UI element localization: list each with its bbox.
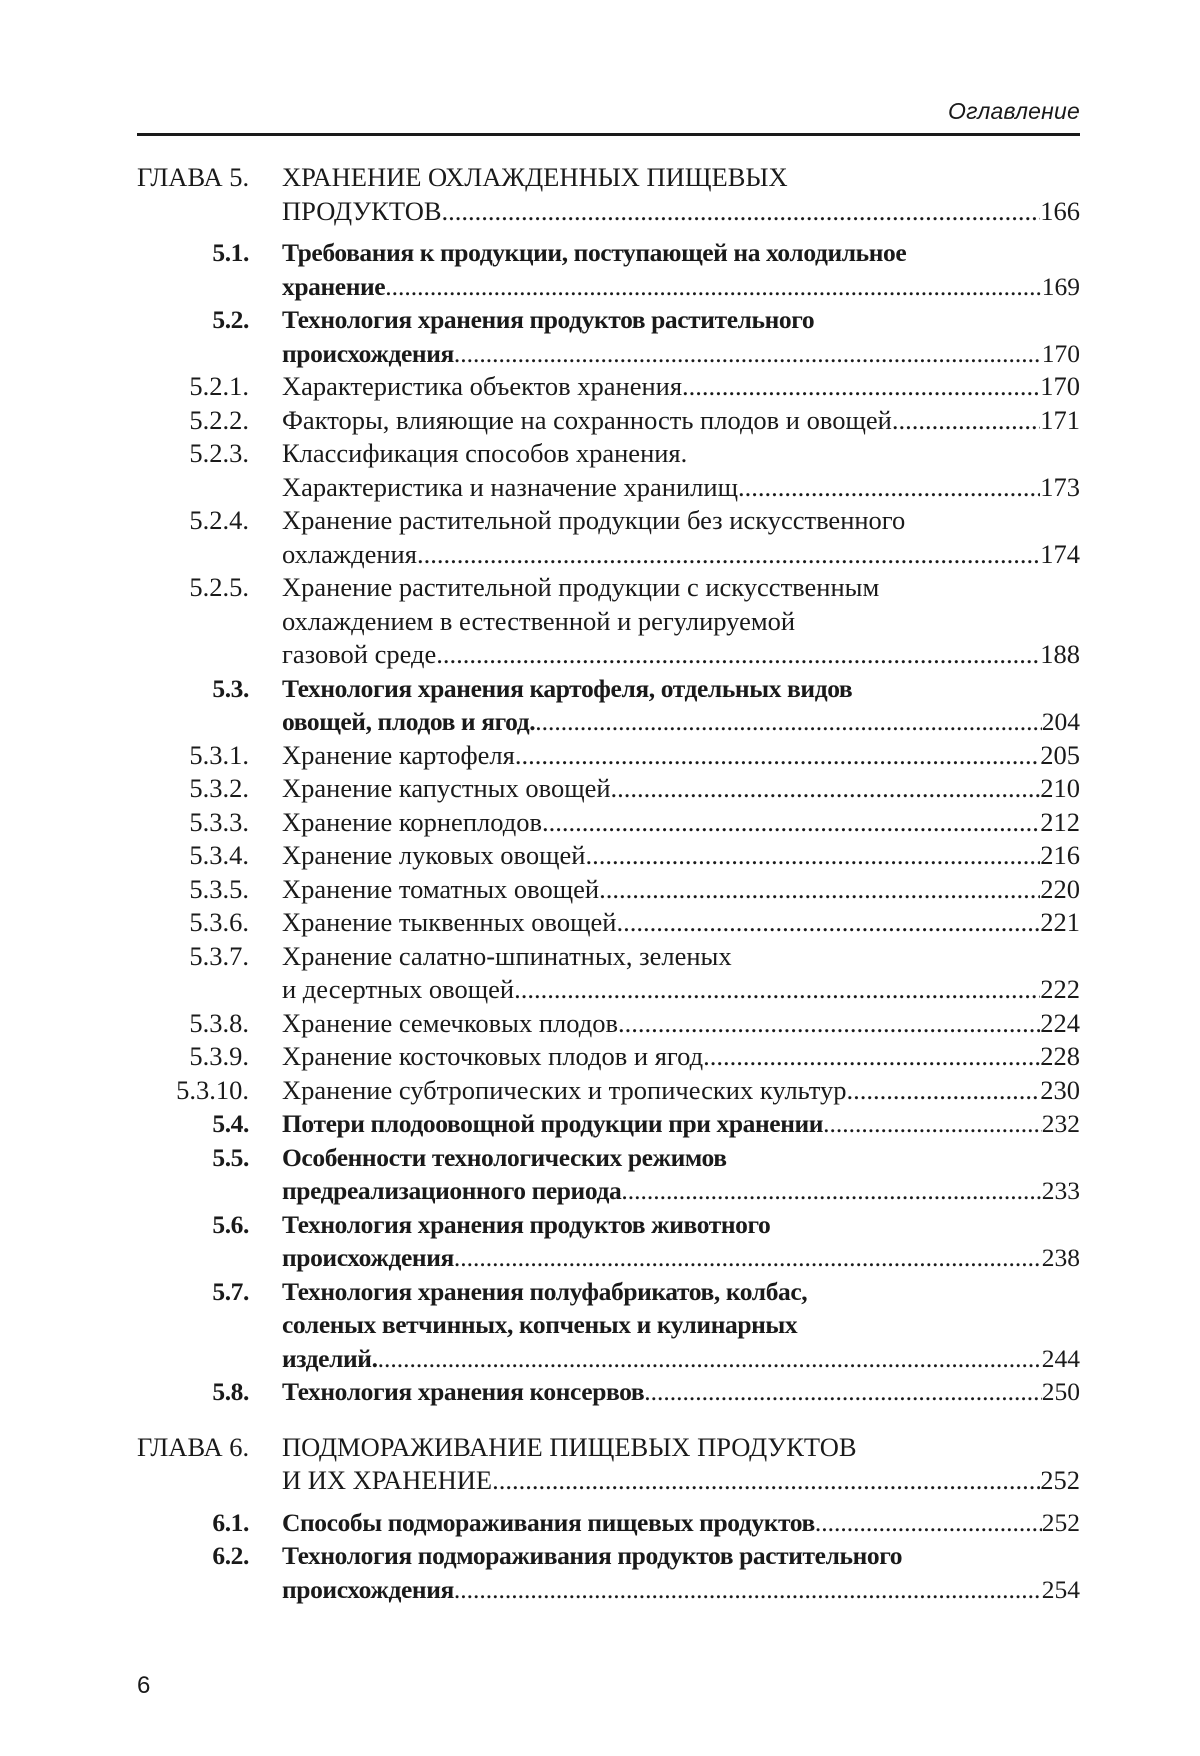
toc-entry-number: 5.3.5. — [189, 873, 249, 904]
toc-entry-number: 5.6. — [212, 1209, 249, 1239]
toc-entry-title-line: хранение — [282, 271, 386, 301]
dot-leader — [436, 638, 1040, 672]
toc-subsection-entry[interactable] — [137, 571, 1080, 672]
toc-entry-number: 5.3.9. — [189, 1041, 249, 1071]
toc-subsection-entry[interactable] — [137, 370, 1080, 404]
dot-leader — [618, 1007, 1040, 1041]
toc-entry-title-line: происхождения — [282, 1574, 454, 1604]
toc-entry-number: 6.2. — [212, 1541, 249, 1570]
toc-entry-title-line: Хранение салатно-шпинатных, зеленых — [282, 940, 732, 971]
toc-entry-page: 233 — [1041, 1176, 1080, 1205]
toc-entry-title-line: Хранение семечковых плодов — [282, 1007, 618, 1038]
toc-subsection-entry[interactable] — [137, 906, 1080, 940]
toc-section-entry[interactable] — [137, 672, 1080, 739]
dot-leader — [815, 1506, 1042, 1540]
toc-entry-title-line: и десертных овощей — [282, 974, 515, 1004]
toc-subsection-entry[interactable] — [137, 806, 1080, 840]
dot-leader — [417, 538, 1040, 572]
toc-entry-number: ГЛАВА 5. — [137, 162, 250, 192]
dot-leader — [823, 1107, 1042, 1141]
toc-entry-number: 5.3.7. — [189, 940, 249, 971]
toc-entry-page: 220 — [1040, 873, 1080, 904]
toc-entry-title-line: Хранение растительной продукции с искусственным — [282, 572, 880, 602]
toc-entry-page: 205 — [1040, 739, 1080, 770]
toc-entry-title-line: И ИХ ХРАНЕНИЕ — [282, 1465, 493, 1495]
toc-subsection-entry[interactable] — [137, 873, 1080, 907]
toc-section-entry[interactable] — [137, 236, 1080, 303]
toc-entry-number: 6.1. — [212, 1507, 249, 1537]
toc-subsection-entry[interactable] — [137, 1040, 1080, 1074]
toc-entry-title-line: Факторы, влияющие на сохранность плодов и овощей — [282, 404, 892, 435]
toc-entry-title-line: Характеристика и назначение хранилищ — [282, 471, 738, 502]
dot-leader — [454, 1573, 1042, 1607]
toc-subsection-entry[interactable] — [137, 504, 1080, 571]
dot-leader — [378, 1342, 1042, 1376]
toc-entry-number: 5.2. — [212, 305, 249, 334]
toc-subsection-entry[interactable] — [137, 1007, 1080, 1041]
toc-entry-title-line: Способы подмораживания пищевых продуктов — [282, 1507, 815, 1537]
toc-entry-number: 5.2.4. — [189, 505, 249, 535]
toc-entry-page: 188 — [1040, 639, 1080, 669]
toc-section-entry[interactable] — [137, 1375, 1080, 1409]
toc-entry-page: 252 — [1041, 1507, 1080, 1537]
toc-entry-page: 171 — [1040, 404, 1080, 435]
toc-entry-number: 5.1. — [212, 238, 249, 267]
toc-entry-page: 250 — [1041, 1377, 1080, 1406]
dot-leader — [454, 1241, 1042, 1275]
toc-entry-page: 221 — [1040, 907, 1080, 937]
toc-entry-number: 5.3.8. — [189, 1007, 249, 1038]
toc-entry-number: 5.2.3. — [189, 438, 249, 468]
toc-entry-title-line: Технология хранения продуктов животного — [282, 1209, 771, 1239]
toc-entry-page: 244 — [1041, 1343, 1080, 1373]
toc-section-entry[interactable] — [137, 1141, 1080, 1208]
toc-entry-page: 174 — [1040, 538, 1080, 569]
toc-entry-number: 5.3.1. — [189, 739, 249, 770]
header-rule — [137, 133, 1080, 136]
toc-section-entry[interactable] — [137, 1506, 1080, 1540]
toc-entry-page: 173 — [1040, 471, 1080, 502]
toc-section-entry[interactable] — [137, 1275, 1080, 1376]
toc-entry-title-line: изделий. — [282, 1343, 378, 1373]
toc-entry-number: 5.3. — [212, 673, 249, 703]
dot-leader — [644, 1375, 1041, 1409]
dot-leader — [454, 337, 1042, 371]
toc-entry-page: 254 — [1041, 1574, 1080, 1604]
toc-entry-number: 5.8. — [212, 1377, 249, 1406]
toc-entry-title-line: Требования к продукции, поступающей на холодильное — [282, 238, 907, 267]
dot-leader — [682, 370, 1040, 404]
toc-entry-title-line: Хранение луковых овощей — [282, 840, 586, 870]
toc-entry-title-line: происхождения — [282, 338, 454, 368]
toc-entry-page: 238 — [1041, 1243, 1080, 1272]
toc-entry-page: 222 — [1040, 974, 1080, 1004]
dot-leader — [514, 973, 1040, 1007]
toc-entry-title-line: ПОДМОРАЖИВАНИЕ ПИЩЕВЫХ ПРОДУКТОВ — [282, 1431, 857, 1462]
table-of-contents — [137, 161, 1080, 1606]
toc-entry-title-line: Технология хранения продуктов растительного — [282, 305, 815, 334]
toc-entry-title-line: соленых ветчинных, копченых и кулинарных — [282, 1310, 798, 1339]
dot-leader — [703, 1040, 1040, 1074]
toc-chapter-entry[interactable] — [137, 1431, 1080, 1498]
toc-entry-number: 5.3.6. — [189, 907, 249, 937]
toc-entry-title-line: охлаждения — [282, 538, 417, 569]
toc-entry-number: 5.3.2. — [189, 773, 249, 803]
toc-section-entry[interactable] — [137, 1107, 1080, 1141]
toc-subsection-entry[interactable] — [137, 404, 1080, 438]
toc-section-entry[interactable] — [137, 303, 1080, 370]
toc-entry-page: 170 — [1040, 371, 1080, 401]
dot-leader — [385, 270, 1042, 304]
toc-entry-page: 170 — [1041, 338, 1080, 368]
toc-subsection-entry[interactable] — [137, 1074, 1080, 1108]
toc-entry-title-line: происхождения — [282, 1243, 454, 1272]
dot-leader — [599, 873, 1040, 907]
toc-entry-title-line: газовой среде — [282, 639, 437, 669]
toc-entry-title-line: Характеристика объектов хранения — [282, 371, 683, 401]
toc-entry-title-line: ПРОДУКТОВ — [282, 195, 442, 226]
toc-entry-page: 216 — [1040, 840, 1080, 870]
toc-chapter-entry[interactable] — [137, 161, 1080, 228]
toc-entry-title-line: Хранение растительной продукции без искусственного — [282, 505, 906, 535]
toc-entry-number: ГЛАВА 6. — [137, 1431, 250, 1462]
toc-entry-title-line: Технология хранения полуфабрикатов, колбас, — [282, 1276, 808, 1306]
page-number: 6 — [137, 1672, 151, 1699]
dot-leader — [585, 839, 1040, 873]
toc-entry-title-line: овощей, плодов и ягод. — [282, 707, 536, 736]
dot-leader — [492, 1464, 1040, 1498]
dot-leader — [892, 404, 1040, 438]
toc-entry-number: 5.4. — [212, 1109, 249, 1138]
toc-entry-title-line: Потери плодоовощной продукции при хранении — [282, 1109, 824, 1138]
toc-subsection-entry[interactable] — [137, 437, 1080, 504]
dot-leader — [515, 739, 1040, 773]
dot-leader — [846, 1074, 1040, 1108]
dot-leader — [442, 195, 1041, 229]
toc-entry-number: 5.2.1. — [189, 371, 249, 401]
dot-leader — [542, 806, 1040, 840]
toc-entry-title-line: Хранение косточковых плодов и ягод — [282, 1041, 704, 1071]
toc-subsection-entry[interactable] — [137, 739, 1080, 773]
toc-entry-title-line: Технология хранения картофеля, отдельных видов — [282, 673, 853, 703]
toc-entry-number: 5.2.5. — [189, 572, 249, 602]
toc-entry-number: 5.2.2. — [189, 404, 249, 435]
toc-entry-number: 5.5. — [212, 1142, 249, 1172]
toc-entry-number: 5.3.3. — [189, 806, 249, 837]
toc-entry-page: 166 — [1040, 195, 1080, 226]
toc-subsection-entry[interactable] — [137, 772, 1080, 806]
toc-entry-title-line: Хранение капустных овощей — [282, 773, 611, 803]
toc-section-entry[interactable] — [137, 1208, 1080, 1275]
toc-entry-title-line: Хранение картофеля — [282, 739, 515, 770]
dot-leader — [621, 1174, 1041, 1208]
toc-entry-title-line: Классификация способов хранения. — [282, 438, 688, 468]
toc-entry-page: 212 — [1040, 806, 1080, 837]
toc-entry-page: 210 — [1040, 773, 1080, 803]
toc-entry-title-line: Хранение субтропических и тропических культур — [282, 1074, 847, 1105]
toc-entry-title-line: Хранение корнеплодов — [282, 806, 542, 837]
toc-entry-title-line: Особенности технологических режимов — [282, 1142, 727, 1172]
toc-entry-page: 252 — [1040, 1465, 1080, 1495]
toc-section-entry[interactable] — [137, 1539, 1080, 1606]
toc-entry-number: 5.3.10. — [176, 1074, 249, 1105]
toc-entry-title-line: Хранение тыквенных овощей — [282, 907, 617, 937]
toc-subsection-entry[interactable] — [137, 940, 1080, 1007]
toc-entry-page: 204 — [1041, 707, 1080, 736]
toc-subsection-entry[interactable] — [137, 839, 1080, 873]
toc-entry-title-line: Технология подмораживания продуктов растительного — [282, 1541, 903, 1570]
toc-entry-number: 5.7. — [212, 1276, 249, 1306]
dot-leader — [616, 906, 1040, 940]
toc-entry-page: 232 — [1041, 1109, 1080, 1138]
toc-entry-page: 224 — [1040, 1007, 1080, 1038]
toc-entry-page: 230 — [1040, 1074, 1080, 1105]
toc-entry-number: 5.3.4. — [189, 840, 249, 870]
running-header-title: Оглавление — [948, 98, 1080, 124]
toc-entry-page: 228 — [1040, 1041, 1080, 1071]
toc-entry-title-line: предреализационного периода — [282, 1176, 622, 1205]
toc-entry-title-line: охлаждением в естественной и регулируемой — [282, 605, 796, 636]
dot-leader — [738, 471, 1040, 505]
dot-leader — [535, 705, 1042, 739]
toc-entry-title-line: Хранение томатных овощей — [282, 873, 600, 904]
toc-entry-title-line: Технология хранения консервов — [282, 1377, 645, 1406]
dot-leader — [611, 772, 1041, 806]
toc-entry-title-line: ХРАНЕНИЕ ОХЛАЖДЕННЫХ ПИЩЕВЫХ — [282, 162, 788, 192]
toc-entry-page: 169 — [1041, 271, 1080, 301]
